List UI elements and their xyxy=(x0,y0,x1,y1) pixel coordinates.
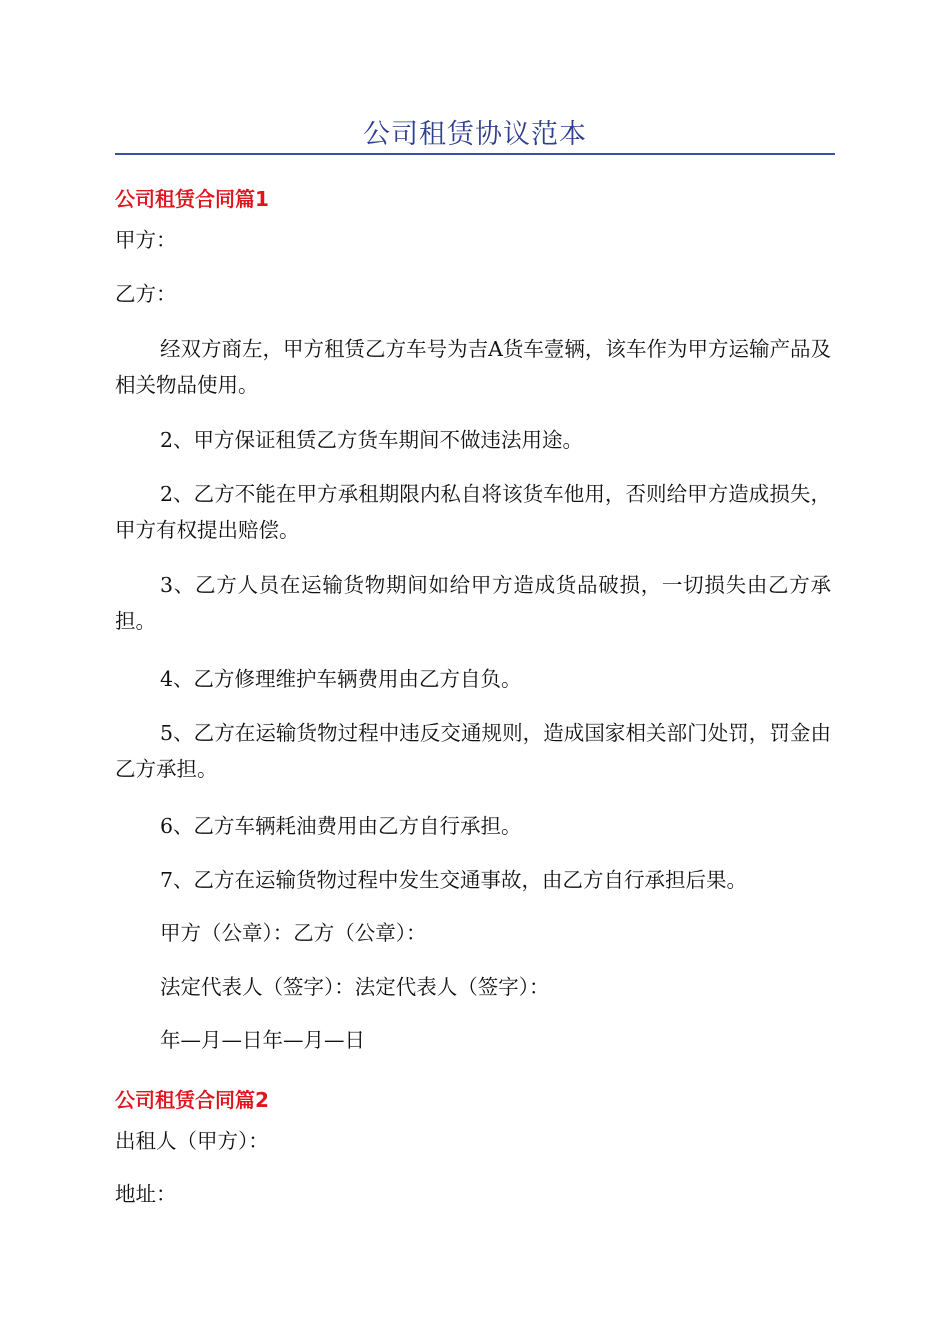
lessor-line: 出租人（甲方）： xyxy=(115,1129,269,1153)
party-b-line: 乙方： xyxy=(115,282,177,306)
clause-7: 7、乙方在运输货物过程中发生交通事故，由乙方自行承担后果。 xyxy=(160,868,748,892)
intro-paragraph: 经双方商左，甲方租赁乙方车号为吉A货车壹辆，该车作为甲方运输产品及相关物品使用。 xyxy=(115,337,831,397)
date-line: 年—月—日年—月—日 xyxy=(160,1028,365,1052)
clause-5: 5、乙方在运输货物过程中违反交通规则，造成国家相关部门处罚，罚金由乙方承担。 xyxy=(115,721,831,781)
representative-signature-line: 法定代表人（签字）：法定代表人（签字）： xyxy=(160,975,550,999)
clause-4: 4、乙方修理维护车辆费用由乙方自负。 xyxy=(160,667,522,691)
party-a-line: 甲方： xyxy=(115,228,177,252)
section-heading-2: 公司租赁合同篇2 xyxy=(115,1088,269,1112)
section-heading-1: 公司租赁合同篇1 xyxy=(115,187,269,211)
clause-1: 2、甲方保证租赁乙方货车期间不做违法用途。 xyxy=(160,428,584,452)
address-line: 地址： xyxy=(115,1182,177,1206)
title-underline xyxy=(115,153,835,155)
seal-line: 甲方（公章）：乙方（公章）： xyxy=(160,921,427,945)
document-title: 公司租赁协议范本 xyxy=(363,119,587,150)
clause-2: 2、乙方不能在甲方承租期限内私自将该货车他用，否则给甲方造成损失，甲方有权提出赔偿。 xyxy=(115,482,831,542)
clause-6: 6、乙方车辆耗油费用由乙方自行承担。 xyxy=(160,814,522,838)
clause-3: 3、乙方人员在运输货物期间如给甲方造成货品破损，一切损失由乙方承担。 xyxy=(115,573,831,633)
